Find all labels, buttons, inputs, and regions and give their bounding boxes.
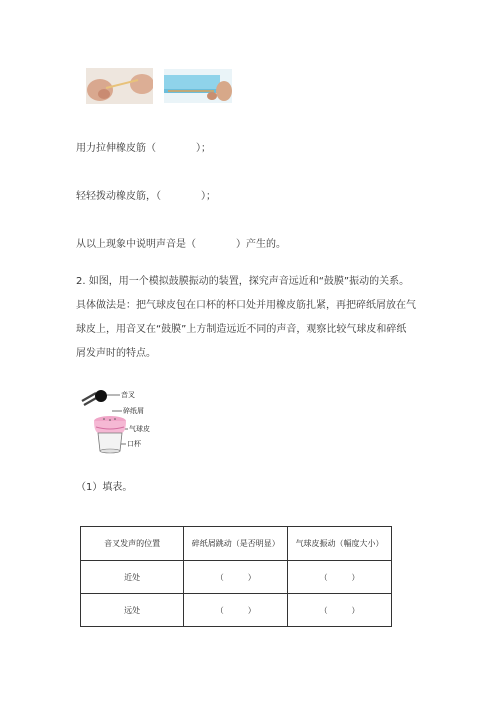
cell-paper-answer[interactable]: （ ） — [184, 561, 288, 594]
photo-stretch-rubber-band — [86, 68, 153, 104]
cell-balloon-answer[interactable]: （ ） — [288, 561, 392, 594]
cell-position: 近处 — [81, 561, 184, 594]
cell-balloon-answer[interactable]: （ ） — [288, 594, 392, 627]
fill-table-instruction: （1）填表。 — [76, 482, 133, 493]
cell-position: 远处 — [81, 594, 184, 627]
statement-stretch: 用力拉伸橡皮筋（ ）； — [76, 143, 211, 154]
header-position: 音叉发声的位置 — [81, 527, 184, 561]
question-2-paragraph — [76, 270, 436, 366]
question-2-line-1: 2. 如图，用一个模拟鼓膜振动的装置，探究声音远近和“鼓膜”振动的关系。 — [76, 276, 410, 287]
table-row — [81, 561, 392, 594]
header-paper-jump: 碎纸屑跳动（是否明显） — [184, 527, 288, 561]
label-balloon-skin: 气球皮 — [129, 425, 150, 433]
label-tuning-fork: 音叉 — [121, 391, 135, 399]
label-paper-scraps: 碎纸屑 — [123, 407, 144, 415]
cell-paper-answer[interactable]: （ ） — [184, 594, 288, 627]
statement-pluck: 轻轻拨动橡皮筋，（ ）； — [76, 191, 216, 202]
question-2-line-4: 屑发声时的特点。 — [76, 348, 156, 359]
statement-conclusion: 从以上现象中说明声音是（ ）产生的。 — [76, 239, 286, 250]
question-2-line-3: 球皮上，用音叉在“鼓膜”上方制造远近不同的声音，观察比较气球皮和碎纸 — [76, 324, 407, 335]
table-row — [81, 594, 392, 627]
question-2-line-2: 具体做法是：把气球皮包在口杯的杯口处并用橡皮筋扎紧，再把碎纸屑放在气 — [76, 300, 416, 311]
label-cup: 口杯 — [127, 440, 141, 448]
header-balloon-vibration: 气球皮振动（幅度大小） — [288, 527, 392, 561]
observation-table — [80, 526, 392, 627]
photo-pluck-rubber-band — [164, 69, 232, 103]
table-header-row — [81, 527, 392, 561]
drum-membrane-diagram — [80, 383, 180, 455]
